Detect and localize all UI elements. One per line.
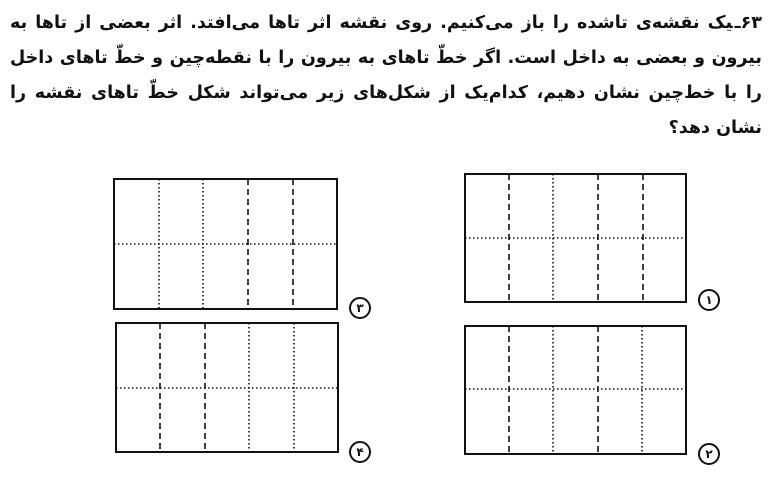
option-3-grid	[113, 178, 338, 310]
question-number: ۶۳ـ	[734, 13, 762, 33]
question-text	[10, 6, 762, 146]
question-body: یک نقشه‌ی تاشده را باز می‌کنیم. روی نقشه اثر تاها می‌افتد. اثر بعضی از تاها به بیرون و بعضی به داخل است. اگر خطّ تاهای به بیرون را با نقطه‌چین و خطّ تاهای داخل را با خط‌چین نشان دهیم، کدام‌یک از شکل‌های زیر می‌تواند شکل خطّ تاهای نقشه را نشان دهد؟	[10, 13, 762, 138]
option-3-label[interactable]: ۳	[349, 297, 371, 319]
option-4-label[interactable]: ۴	[349, 441, 371, 463]
option-2-label[interactable]: ۲	[698, 443, 720, 465]
option-1-grid	[464, 173, 687, 303]
option-2-grid	[464, 325, 687, 455]
option-1-label[interactable]: ۱	[698, 289, 720, 311]
option-4-grid	[115, 322, 339, 453]
